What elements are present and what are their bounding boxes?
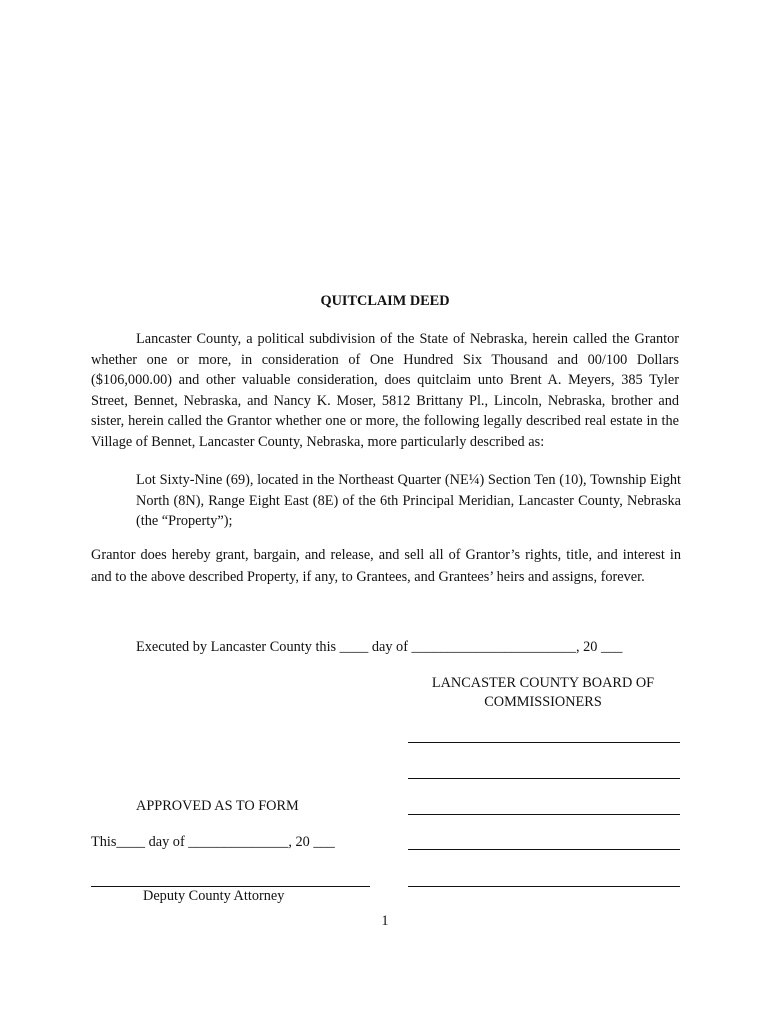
approval-date-line: This____ day of ______________, 20 ___ <box>91 834 335 850</box>
commissioner-signature-line <box>408 849 680 850</box>
grant-paragraph: Grantor does hereby grant, bargain, and release, and sell all of Grantor’s rights, title, and interest in and to the above described Property, if any, to Grantees, and Grantees’ heirs and assigns, forever. <box>91 547 681 585</box>
executed-line: Executed by Lancaster County this ____ day of _______________________, 20 ___ <box>136 639 623 655</box>
attorney-title: Deputy County Attorney <box>143 888 285 904</box>
page-number: 1 <box>381 913 389 929</box>
board-signature-block <box>405 674 681 712</box>
approved-as-to-form-label: APPROVED AS TO FORM <box>136 798 299 814</box>
commissioner-signature-line <box>408 886 680 887</box>
board-title-line2: COMMISSIONERS <box>484 694 602 710</box>
document-title: QUITCLAIM DEED <box>320 293 450 309</box>
attorney-signature-line <box>91 886 370 887</box>
intro-paragraph: Lancaster County, a political subdivision of the State of Nebraska, herein called the Grantor whether one or more, in consideration of One Hundred Six Thousand and 00/100 Dollars ($106,000.00) and other valuable consideration, does quitclaim unto Brent A. Meyers, 385 Tyler Street, Bennet, Nebraska, and Nancy K. Moser, 5812 Brittany Pl., Lincoln, Nebraska, brother and sister, herein called the Grantor whether one or more, the following legally described real estate in the Village of Bennet, Lancaster County, Nebraska, more particularly described as: <box>91 331 679 450</box>
commissioner-signature-line <box>408 814 680 815</box>
commissioner-signature-line <box>408 742 680 743</box>
commissioner-signature-line <box>408 778 680 779</box>
legal-description: Lot Sixty-Nine (69), located in the Northeast Quarter (NE¼) Section Ten (10), Township Eight North (8N), Range Eight East (8E) of the 6th Principal Meridian, Lancaster County, Nebraska (the “Property”); <box>136 472 681 529</box>
board-title-line1: LANCASTER COUNTY BOARD OF <box>431 675 655 691</box>
